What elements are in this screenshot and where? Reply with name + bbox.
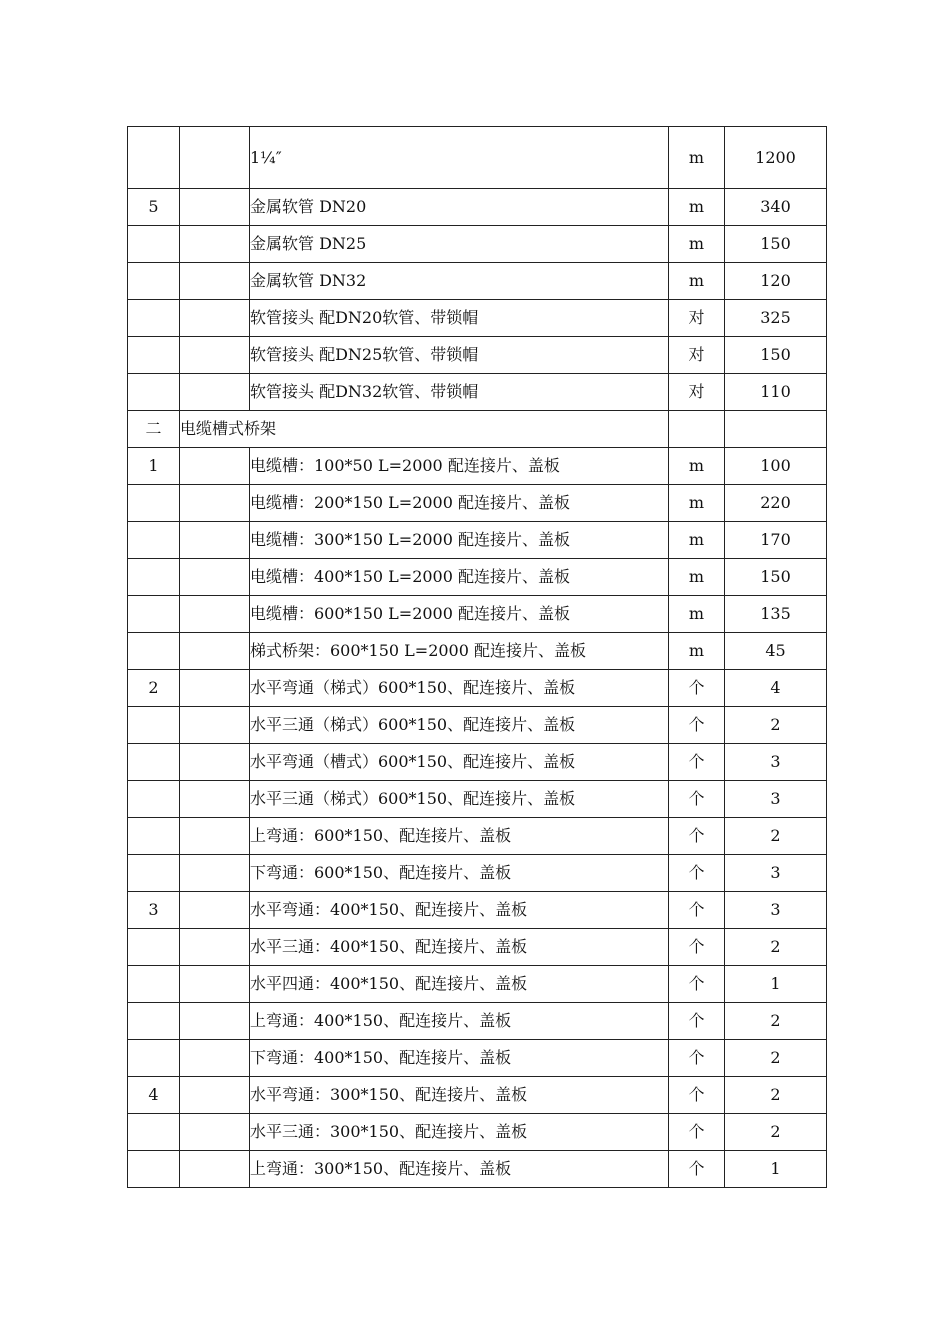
table-row	[128, 127, 827, 189]
description-cell: 水平三通：400*150、配连接片、盖板	[250, 929, 669, 966]
materials-table	[127, 126, 827, 1188]
unit-cell: 对	[669, 300, 725, 337]
quantity-cell: 2	[725, 1114, 827, 1151]
table-row	[128, 670, 827, 707]
quantity-cell: 2	[725, 707, 827, 744]
unit-cell: m	[669, 448, 725, 485]
sub-number-cell	[180, 127, 250, 189]
table-row	[128, 485, 827, 522]
unit-cell: 个	[669, 744, 725, 781]
unit-cell: 个	[669, 855, 725, 892]
unit-cell: 个	[669, 892, 725, 929]
item-number-cell	[128, 1040, 180, 1077]
table-row	[128, 337, 827, 374]
table-row	[128, 411, 827, 448]
table-row	[128, 374, 827, 411]
table-row	[128, 929, 827, 966]
unit-cell: m	[669, 596, 725, 633]
item-number-cell: 4	[128, 1077, 180, 1114]
quantity-cell: 4	[725, 670, 827, 707]
unit-cell: m	[669, 226, 725, 263]
unit-cell: m	[669, 633, 725, 670]
sub-number-cell	[180, 1003, 250, 1040]
unit-cell: m	[669, 189, 725, 226]
section-title-cell: 电缆槽式桥架	[180, 411, 669, 448]
table-row	[128, 596, 827, 633]
quantity-cell: 2	[725, 818, 827, 855]
unit-cell: 个	[669, 1003, 725, 1040]
quantity-cell: 325	[725, 300, 827, 337]
item-number-cell	[128, 781, 180, 818]
item-number-cell	[128, 337, 180, 374]
sub-number-cell	[180, 485, 250, 522]
item-number-cell: 5	[128, 189, 180, 226]
quantity-cell: 340	[725, 189, 827, 226]
description-cell: 电缆槽：300*150 L=2000 配连接片、盖板	[250, 522, 669, 559]
table-row	[128, 966, 827, 1003]
table-row	[128, 1003, 827, 1040]
table-row	[128, 1077, 827, 1114]
description-cell: 水平四通：400*150、配连接片、盖板	[250, 966, 669, 1003]
item-number-cell	[128, 707, 180, 744]
item-number-cell	[128, 559, 180, 596]
sub-number-cell	[180, 707, 250, 744]
table-row	[128, 1151, 827, 1188]
sub-number-cell	[180, 781, 250, 818]
item-number-cell	[128, 818, 180, 855]
sub-number-cell	[180, 892, 250, 929]
sub-number-cell	[180, 670, 250, 707]
table-row	[128, 781, 827, 818]
table-row	[128, 448, 827, 485]
quantity-cell: 3	[725, 892, 827, 929]
item-number-cell	[128, 485, 180, 522]
quantity-cell: 3	[725, 744, 827, 781]
unit-cell: 对	[669, 374, 725, 411]
quantity-cell: 2	[725, 1040, 827, 1077]
quantity-cell: 2	[725, 929, 827, 966]
table-row	[128, 226, 827, 263]
table-row	[128, 707, 827, 744]
table-row	[128, 818, 827, 855]
description-cell: 电缆槽：200*150 L=2000 配连接片、盖板	[250, 485, 669, 522]
description-cell: 下弯通：400*150、配连接片、盖板	[250, 1040, 669, 1077]
sub-number-cell	[180, 522, 250, 559]
sub-number-cell	[180, 189, 250, 226]
description-cell: 金属软管 DN32	[250, 263, 669, 300]
item-number-cell	[128, 1151, 180, 1188]
sub-number-cell	[180, 300, 250, 337]
item-number-cell	[128, 263, 180, 300]
quantity-cell: 100	[725, 448, 827, 485]
item-number-cell	[128, 633, 180, 670]
description-cell: 水平弯通：300*150、配连接片、盖板	[250, 1077, 669, 1114]
item-number-cell	[128, 1003, 180, 1040]
unit-cell: 个	[669, 707, 725, 744]
unit-cell: 个	[669, 966, 725, 1003]
unit-cell: 个	[669, 781, 725, 818]
unit-cell: 个	[669, 929, 725, 966]
description-cell: 水平三通（梯式）600*150、配连接片、盖板	[250, 781, 669, 818]
unit-cell: m	[669, 559, 725, 596]
quantity-cell: 135	[725, 596, 827, 633]
description-cell: 电缆槽：600*150 L=2000 配连接片、盖板	[250, 596, 669, 633]
description-cell: 上弯通：300*150、配连接片、盖板	[250, 1151, 669, 1188]
sub-number-cell	[180, 855, 250, 892]
description-cell: 电缆槽：400*150 L=2000 配连接片、盖板	[250, 559, 669, 596]
table-row	[128, 300, 827, 337]
quantity-cell: 3	[725, 855, 827, 892]
sub-number-cell	[180, 1040, 250, 1077]
description-cell: 软管接头 配DN32软管、带锁帽	[250, 374, 669, 411]
sub-number-cell	[180, 1077, 250, 1114]
description-cell: 电缆槽：100*50 L=2000 配连接片、盖板	[250, 448, 669, 485]
sub-number-cell	[180, 818, 250, 855]
quantity-cell: 2	[725, 1003, 827, 1040]
item-number-cell	[128, 744, 180, 781]
item-number-cell	[128, 374, 180, 411]
description-cell: 金属软管 DN25	[250, 226, 669, 263]
description-cell: 上弯通：600*150、配连接片、盖板	[250, 818, 669, 855]
description-cell: 水平弯通（槽式）600*150、配连接片、盖板	[250, 744, 669, 781]
unit-cell	[669, 411, 725, 448]
table-row	[128, 189, 827, 226]
sub-number-cell	[180, 337, 250, 374]
sub-number-cell	[180, 559, 250, 596]
description-cell: 金属软管 DN20	[250, 189, 669, 226]
sub-number-cell	[180, 263, 250, 300]
quantity-cell	[725, 411, 827, 448]
unit-cell: 个	[669, 1151, 725, 1188]
table-row	[128, 892, 827, 929]
unit-cell: m	[669, 263, 725, 300]
table-row	[128, 522, 827, 559]
description-cell: 软管接头 配DN20软管、带锁帽	[250, 300, 669, 337]
quantity-cell: 1	[725, 966, 827, 1003]
quantity-cell: 220	[725, 485, 827, 522]
quantity-cell: 170	[725, 522, 827, 559]
item-number-cell	[128, 929, 180, 966]
item-number-cell: 二	[128, 411, 180, 448]
unit-cell: m	[669, 485, 725, 522]
description-cell: 水平三通（梯式）600*150、配连接片、盖板	[250, 707, 669, 744]
unit-cell: 个	[669, 670, 725, 707]
sub-number-cell	[180, 226, 250, 263]
description-cell: 下弯通：600*150、配连接片、盖板	[250, 855, 669, 892]
sub-number-cell	[180, 596, 250, 633]
table-row	[128, 1040, 827, 1077]
quantity-cell: 150	[725, 337, 827, 374]
quantity-cell: 110	[725, 374, 827, 411]
item-number-cell	[128, 966, 180, 1003]
table-row	[128, 1114, 827, 1151]
item-number-cell: 3	[128, 892, 180, 929]
table-row	[128, 263, 827, 300]
sub-number-cell	[180, 448, 250, 485]
sub-number-cell	[180, 633, 250, 670]
description-cell: 水平弯通（梯式）600*150、配连接片、盖板	[250, 670, 669, 707]
table-row	[128, 559, 827, 596]
unit-cell: 个	[669, 1114, 725, 1151]
quantity-cell: 1	[725, 1151, 827, 1188]
quantity-cell: 150	[725, 559, 827, 596]
unit-cell: 个	[669, 818, 725, 855]
item-number-cell	[128, 855, 180, 892]
item-number-cell	[128, 300, 180, 337]
sub-number-cell	[180, 1114, 250, 1151]
quantity-cell: 150	[725, 226, 827, 263]
description-cell: 水平弯通：400*150、配连接片、盖板	[250, 892, 669, 929]
item-number-cell: 2	[128, 670, 180, 707]
unit-cell: 个	[669, 1077, 725, 1114]
table-row	[128, 744, 827, 781]
unit-cell: m	[669, 522, 725, 559]
quantity-cell: 120	[725, 263, 827, 300]
quantity-cell: 3	[725, 781, 827, 818]
sub-number-cell	[180, 1151, 250, 1188]
quantity-cell: 1200	[725, 127, 827, 189]
table-row	[128, 633, 827, 670]
item-number-cell	[128, 522, 180, 559]
description-cell: 1¼″	[250, 127, 669, 189]
description-cell: 水平三通：300*150、配连接片、盖板	[250, 1114, 669, 1151]
quantity-cell: 2	[725, 1077, 827, 1114]
item-number-cell	[128, 596, 180, 633]
materials-table-body	[128, 127, 827, 1188]
sub-number-cell	[180, 374, 250, 411]
description-cell: 软管接头 配DN25软管、带锁帽	[250, 337, 669, 374]
sub-number-cell	[180, 929, 250, 966]
sub-number-cell	[180, 966, 250, 1003]
quantity-cell: 45	[725, 633, 827, 670]
description-cell: 梯式桥架：600*150 L=2000 配连接片、盖板	[250, 633, 669, 670]
sub-number-cell	[180, 744, 250, 781]
item-number-cell	[128, 1114, 180, 1151]
description-cell: 上弯通：400*150、配连接片、盖板	[250, 1003, 669, 1040]
item-number-cell	[128, 127, 180, 189]
unit-cell: 对	[669, 337, 725, 374]
table-row	[128, 855, 827, 892]
item-number-cell	[128, 226, 180, 263]
unit-cell: m	[669, 127, 725, 189]
unit-cell: 个	[669, 1040, 725, 1077]
item-number-cell: 1	[128, 448, 180, 485]
